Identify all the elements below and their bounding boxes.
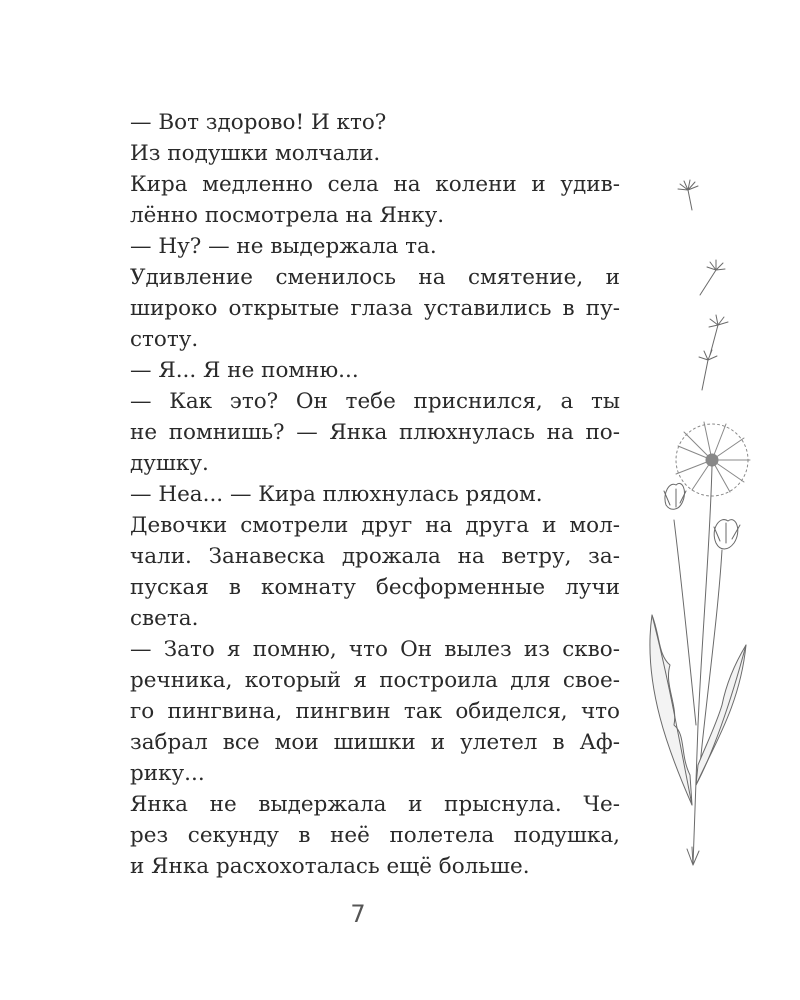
text-line: и Янка расхохоталась ещё больше. [130, 854, 530, 879]
text-line: — Как это? Он тебе приснился, а ты [130, 389, 620, 414]
text-line: рез секунду в неё полетела подушка, [130, 823, 620, 848]
text-line: пуская в комнату бесформенные лучи [130, 575, 620, 600]
story-text [130, 107, 620, 882]
text-line: — Зато я помню, что Он вылез из скво- [130, 637, 620, 662]
dandelion-illustration-icon [630, 165, 770, 875]
text-line: — Неа... — Кира плюхнулась рядом. [130, 482, 543, 507]
text-line: света. [130, 606, 199, 631]
text-line: душку. [130, 451, 209, 476]
text-line: широко открытые глаза уставились в пу- [130, 296, 620, 321]
text-line: Девочки смотрели друг на друга и мол- [130, 513, 620, 538]
text-line: — Я... Я не помню... [130, 358, 359, 383]
bud-icon [664, 483, 686, 509]
text-line: стоту. [130, 327, 199, 352]
text-line: рику... [130, 761, 205, 786]
bud-icon [714, 520, 740, 549]
text-line: речника, который я построила для свое- [130, 668, 620, 693]
text-line: Удивление сменилось на смятение, и [130, 265, 620, 290]
text-line: Из подушки молчали. [130, 141, 381, 166]
seed-icon [709, 315, 728, 355]
text-line: — Вот здорово! И кто? [130, 110, 387, 135]
text-line: — Ну? — не выдержала та. [130, 234, 437, 259]
seedhead-icon [676, 422, 750, 496]
page-number: 7 [350, 900, 366, 928]
leaf-icon [696, 645, 746, 785]
text-line: Янка не выдержала и прыснула. Че- [130, 792, 620, 817]
text-line: Кира медленно села на колени и удив- [130, 172, 620, 197]
seed-icon [699, 350, 717, 390]
seed-icon [678, 180, 698, 210]
text-line: чали. Занавеска дрожала на ветру, за- [130, 544, 620, 569]
seed-icon [700, 260, 725, 295]
leaf-icon [650, 615, 692, 805]
text-line: не помнишь? — Янка плюхнулась на по- [130, 420, 620, 445]
text-line: лённо посмотрела на Янку. [130, 203, 445, 228]
text-line: забрал все мои шишки и улетел в Аф- [130, 730, 620, 755]
text-line: го пингвина, пингвин так обиделся, что [130, 699, 620, 724]
